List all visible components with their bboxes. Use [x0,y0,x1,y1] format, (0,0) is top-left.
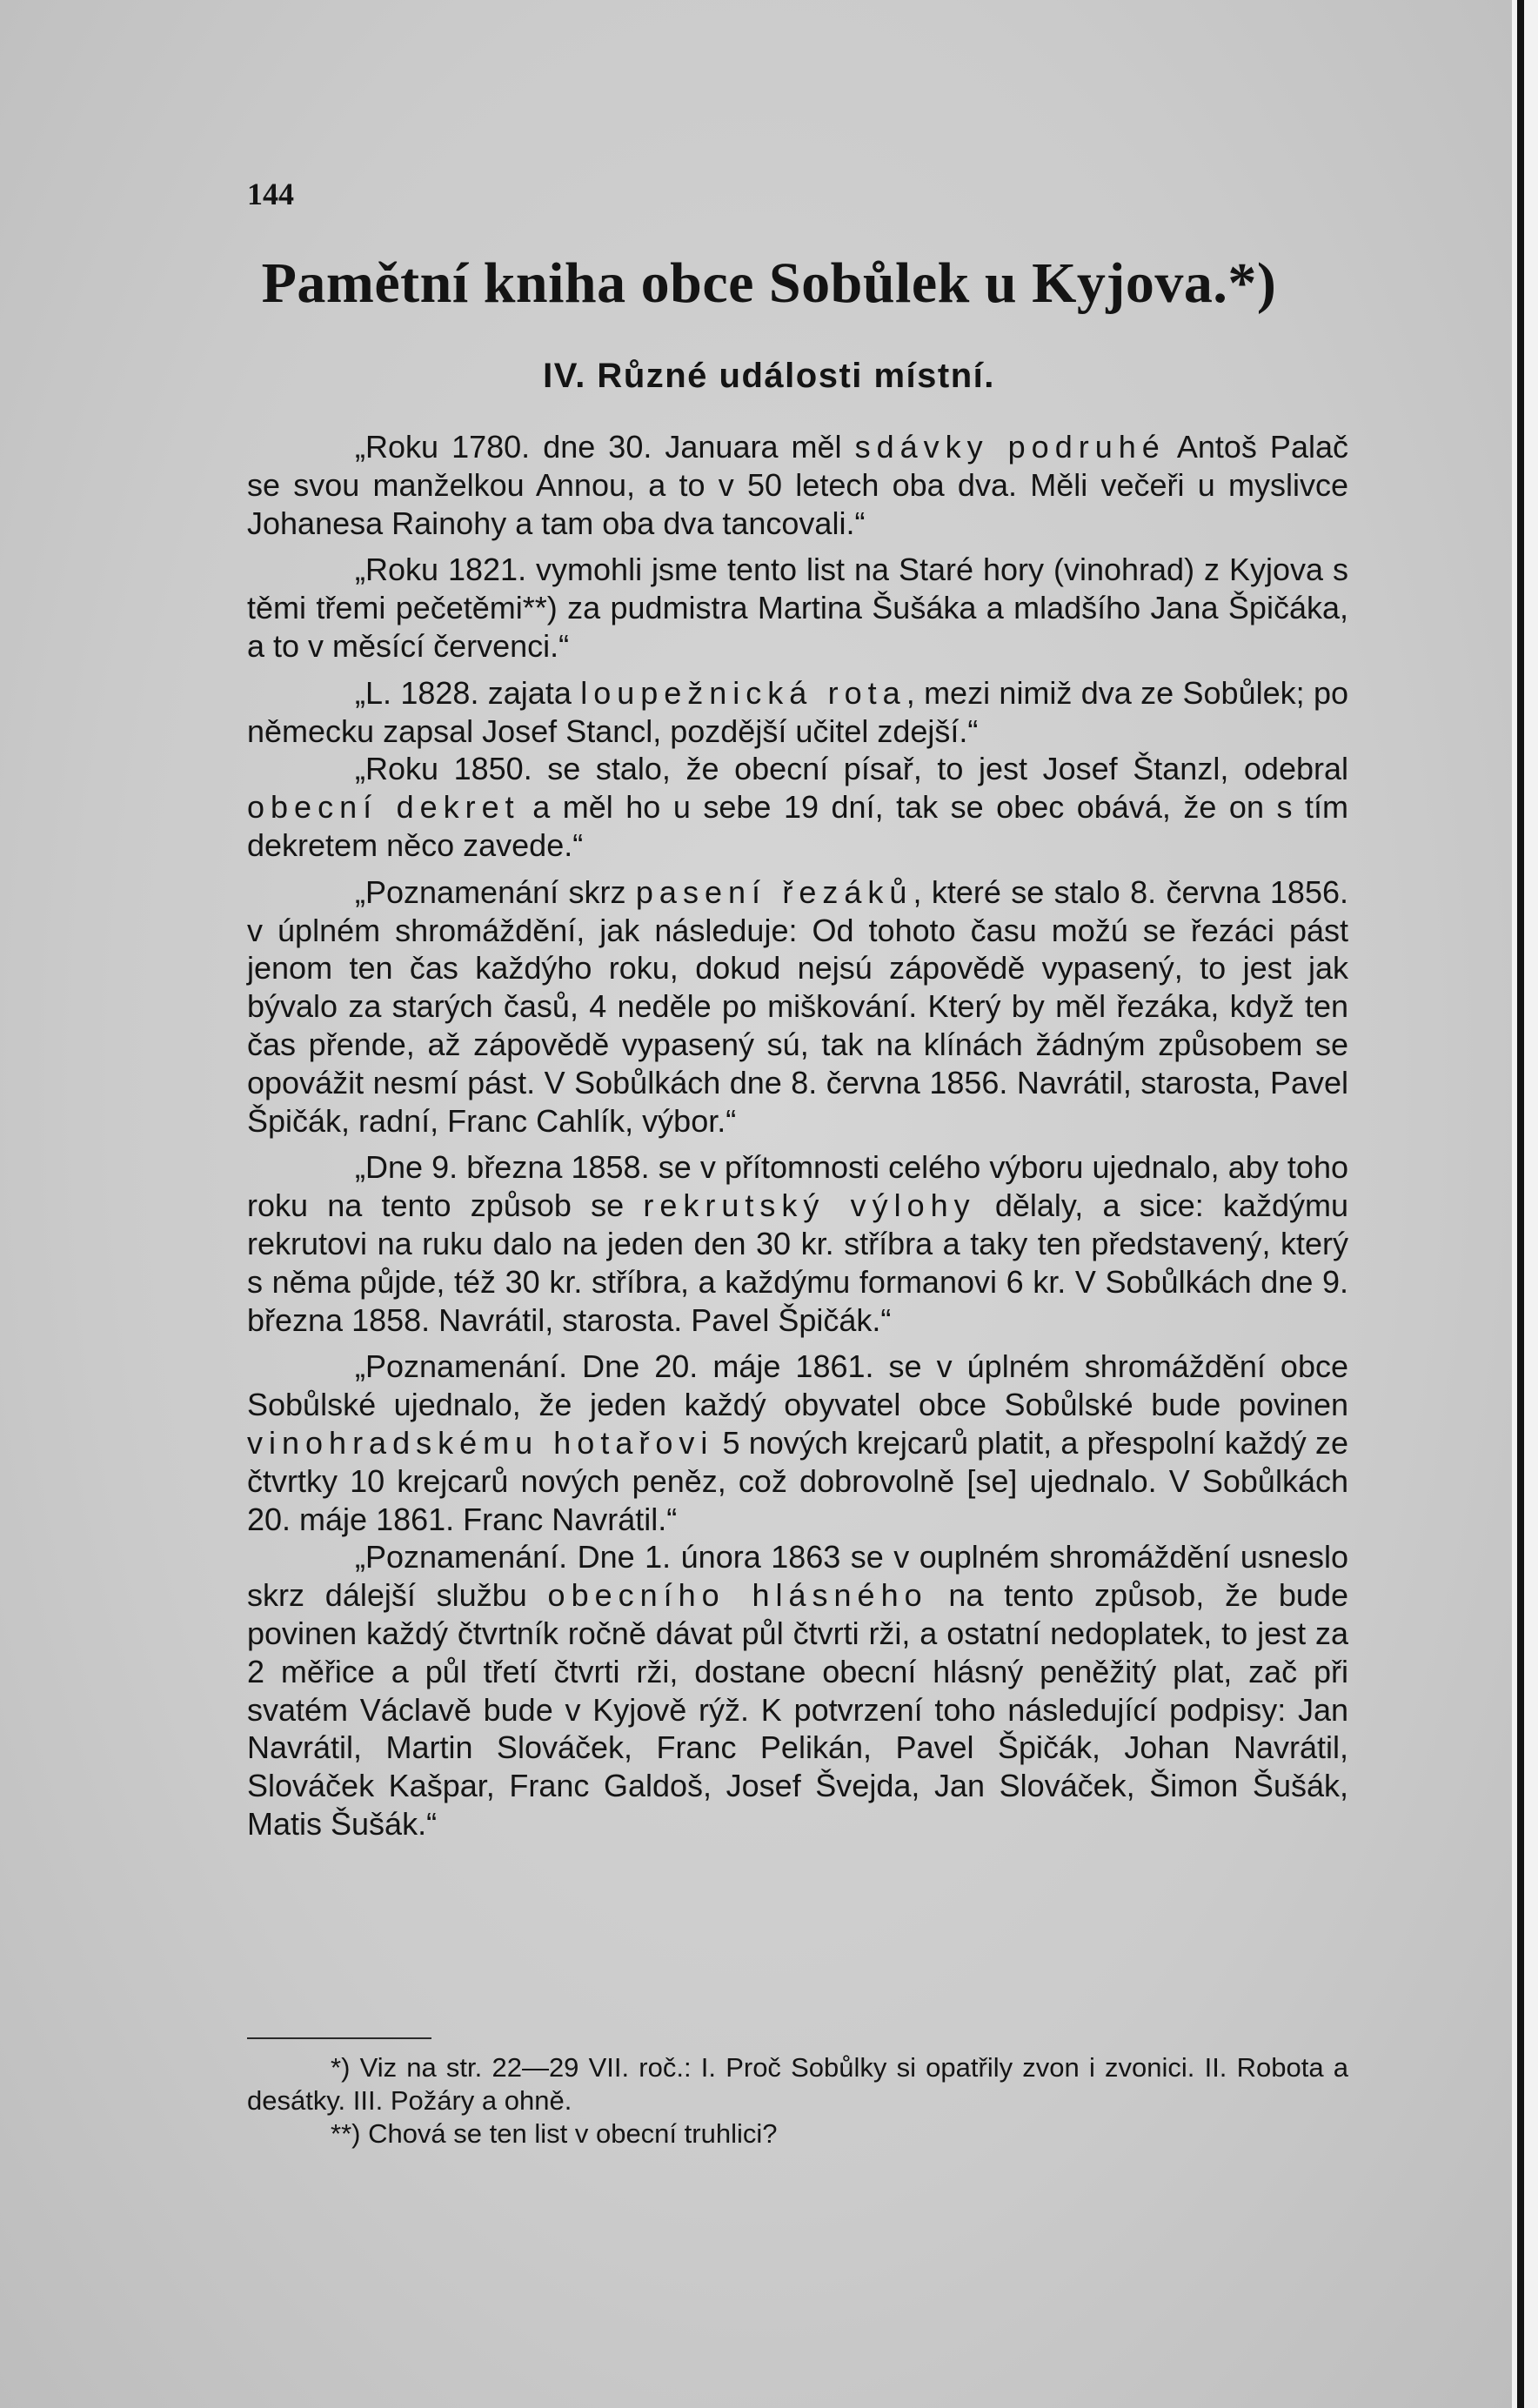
paragraph: „Poznamenání. Dne 1. února 1863 se v ouplném shromáždění usneslo skrz dálejší službu obecního hlásného na tento způsob, že bude povinen každý čtvrtník ročně dávat půl čtvrti rži, a ostatní nedoplatek, to jest za 2 měřice a půl třetí čtvrti rži, dostane obecní hlásný peněžitý plat, zač při svatém Václavě bude v Kyjově rýž. K potvrzení toho následující podpisy: Jan Navrátil, Martin Slováček, Franc Pelikán, Pavel Špičák, Johan Navrátil, Slováček Kašpar, Franc Galdoš, Josef Švejda, Jan Slováček, Šimon Šušák, Matis Šušák.“ [247,1539,1348,1842]
footnote: **) Chová se ten list v obecní truhlici? [331,2118,778,2149]
paragraph: „Roku 1821. vymohli jsme tento list na Staré hory (vinohrad) z Kyjova s těmi třemi pečetěmi**) za pudmistra Martina Šušáka a mladšího Jana Špičáka, a to v měsící červenci.“ [247,552,1348,664]
section-heading: IV. Různé události místní. [543,357,995,395]
article-title: Pamětní kniha obce Sobůlek u Kyjova.*) [261,251,1277,315]
footnote-divider [247,2037,431,2039]
paragraph: „Roku 1850. se stalo, že obecní písař, to jest Josef Štanzl, odebral obecní dekret a měl ho u sebe 19 dní, tak se obec obává, že on s tím dekretem něco zavede.“ [247,751,1348,863]
paragraph: „L. 1828. zajata loupežnická rota, mezi nimiž dva ze Sobůlek; po německu zapsal Josef Stancl, pozdější učitel zdejší.“ [247,674,1349,749]
article-body [247,428,1348,1852]
page-number: 144 [247,177,294,211]
footnotes [247,2051,1348,2150]
paragraph: „Dne 9. března 1858. se v přítomnosti celého výboru ujednalo, aby toho roku na tento způsob se rekrutský výlohy dělaly, a sice: každýmu rekrutovi na ruku dalo na jeden den 30 kr. stříbra a taky ten představený, který s něma půjde, též 30 kr. stříbra, a každýmu formanovi 6 kr. V Sobůlkách dne 9. března 1858. Navrátil, starosta. Pavel Špičák.“ [247,1149,1348,1338]
paragraph: „Poznamenání. Dne 20. máje 1861. se v úplném shromáždění obce Sobůlské ujednalo, že jeden každý obyvatel obce Sobůlské bude povinen vinohradskému hotařovi 5 nových krejcarů platit, a přespolní každý ze čtvrtky 10 krejcarů nových peněz, což dobrovolně [se] ujednalo. V Sobůlkách 20. máje 1861. Franc Navrátil.“ [247,1348,1348,1537]
paragraph: „Roku 1780. dne 30. Januara měl sdávky podruhé Antoš Palač se svou manželkou Annou, a to v 50 letech oba dva. Měli večeři u myslivce Johanesa Rainohy a tam oba dva tancovali.“ [247,429,1348,541]
footnote: *) Viz na str. 22—29 VII. roč.: I. Proč Sobůlky si opatřily zvon i zvonici. II. Robota a desátky. III. Požáry a ohně. [247,2052,1348,2116]
paragraph: „Poznamenání skrz pasení řezáků, které se stalo 8. června 1856. v úplném shromáždění, jak následuje: Od tohoto času možú se řezáci pást jenom ten čas každýho roku, dokud nejsú zápovědě vypasený, to jest jak bývalo za starých časů, 4 neděle po miškování. Který by měl řezáka, když ten čas přende, až zápovědě vypasený sú, tak na klínách žádným způsobem se opovážit nesmí pást. V Sobůlkách dne 8. června 1856. Navrátil, starosta, Pavel Špičák, radní, Franc Cahlík, výbor.“ [247,873,1348,1139]
